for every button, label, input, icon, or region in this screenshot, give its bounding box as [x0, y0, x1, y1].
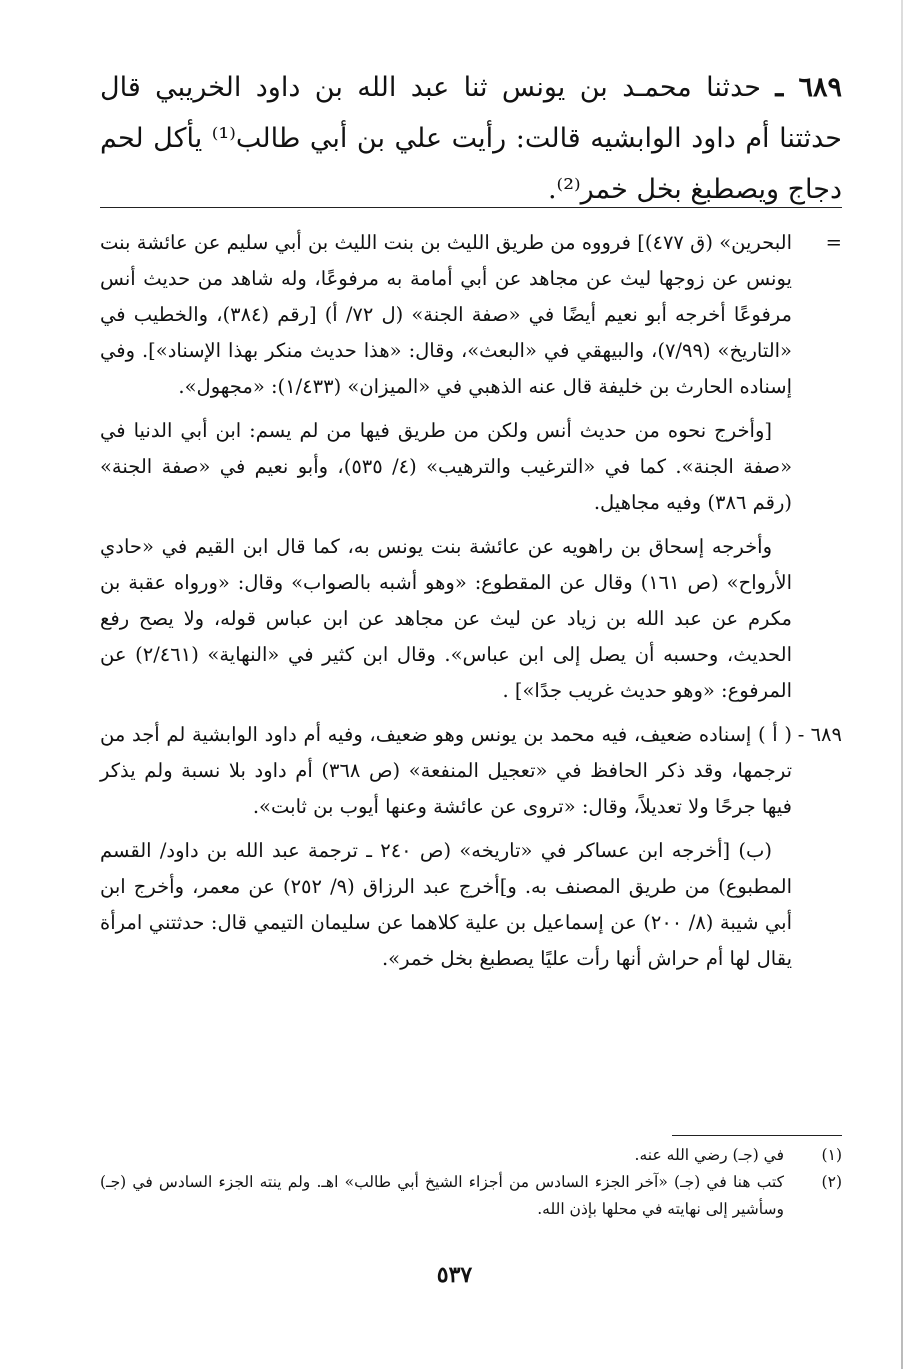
note-text: (ب) [أخرجه ابن عساكر في «تاريخه» (ص ٢٤٠ ـ ترجمة عبد الله بن داود/ القسم المطبوع) من طريق المصنف به. و]أخرج عبد الرزاق (٩/ ٢٥٢) عن معمر، وأخرج ابن أبي شيبة (٨/ ٢٠٠) عن إسماعيل بن علية كلاهما عن سليمان التيمي قال: حدثتني امرأة يقال لها أم حراش أنها رأت عليًا يصطبغ بخل خمر». — [100, 839, 792, 970]
footnote-divider — [672, 1135, 842, 1136]
note-paragraph — [100, 529, 842, 709]
footnote-text: كتب هنا في (جـ) «آخر الجزء السادس من أجزاء الشيخ أبي طالب» اهـ. ولم ينته الجزء السادس في (جـ) وسأشير إلى نهايته في محلها بإذن الله. — [100, 1173, 784, 1218]
hadith-body: حدثنا محمـد بن يونس ثنا عبد الله بن داود الخريبي قال حدثتنا أم داود الوابشيه قالت: رأيت علي بن أبي طالب⁽¹⁾ يأكل لحم دجاج ويصطبغ بخل خمر⁽²⁾. — [100, 72, 842, 205]
page-number: ٥٣٧ — [436, 1262, 473, 1288]
note-text: ( أ ) إسناده ضعيف، فيه محمد بن يونس وهو ضعيف، وفيه أم داود الوابشية لم أجد من ترجمها، وقد ذكر الحافظ في «تعجيل المنفعة» (ص ٣٦٨) أم داود بلا نسبة ولم يذكر فيها جرحًا ولا تعديلاً، وقال: «تروى عن عائشة وعنها أيوب بن ثابت». — [100, 723, 792, 818]
note-paragraph — [100, 833, 842, 977]
hadith-text — [100, 62, 842, 215]
note-mark: = — [825, 231, 842, 254]
footnote-number: (١) — [821, 1146, 842, 1164]
scan-edge-line — [901, 0, 903, 1369]
main-text-divider — [100, 207, 842, 208]
footnote-2 — [100, 1169, 842, 1223]
hadith-number: ٦٨٩ ـ — [775, 72, 842, 103]
footnote-text: في (جـ) رضي الله عنه. — [634, 1146, 784, 1164]
footnote-number: (٢) — [821, 1173, 842, 1191]
note-continuation — [100, 225, 842, 405]
note-text: وأخرجه إسحاق بن راهويه عن عائشة بنت يونس به، كما قال ابن القيم في «حادي الأرواح» (ص ١٦١) وقال عن المقطوع: «وهو أشبه بالصواب» وقال: «ورواه عقبة بن مكرم عن عبد الله بن زياد عن ليث عن مجاهد عن ابن عباس قوله، ولا يصح رفع الحديث، وحسبه أن يصل إلى ابن عباس». وقال ابن كثير في «النهاية» (٢/٤٦١) عن المرفوع: «وهو حديث غريب جدًا»] . — [100, 535, 792, 702]
note-mark: ٦٨٩ - — [797, 723, 842, 746]
commentary-notes — [100, 225, 842, 985]
note-text: [وأخرج نحوه من حديث أنس ولكن من طريق فيها من لم يسم: ابن أبي الدنيا في «صفة الجنة». كما في «الترغيب والترهيب» (٤/ ٥٣٥)، وأبو نعيم في «صفة الجنة» (رقم ٣٨٦) وفيه مجاهيل. — [100, 419, 793, 514]
note-paragraph — [100, 413, 842, 521]
note-hadith-689 — [100, 717, 842, 825]
footnotes — [100, 1142, 842, 1223]
note-text: البحرين» (ق ٤٧٧)] فرووه من طريق الليث بن بنت الليث بن أبي سليم عن عائشة بنت يونس عن زوجها ليث عن مجاهد عن أبي أمامة به مرفوعًا، وله شاهد من حديث أنس مرفوعًا أخرجه أبو نعيم أيضًا في «صفة الجنة» (ل ٧٢/ أ) [رقم (٣٨٤)، والخطيب في «التاريخ» (٧/٩٩)، والبيهقي في «البعث»، وقال: «هذا حديث منكر بهذا الإسناد»]. وفي إسناده الحارث بن خليفة قال عنه الذهبي في «الميزان» (١/٤٣٣): «مجهول». — [100, 231, 793, 398]
footnote-1 — [100, 1142, 842, 1169]
